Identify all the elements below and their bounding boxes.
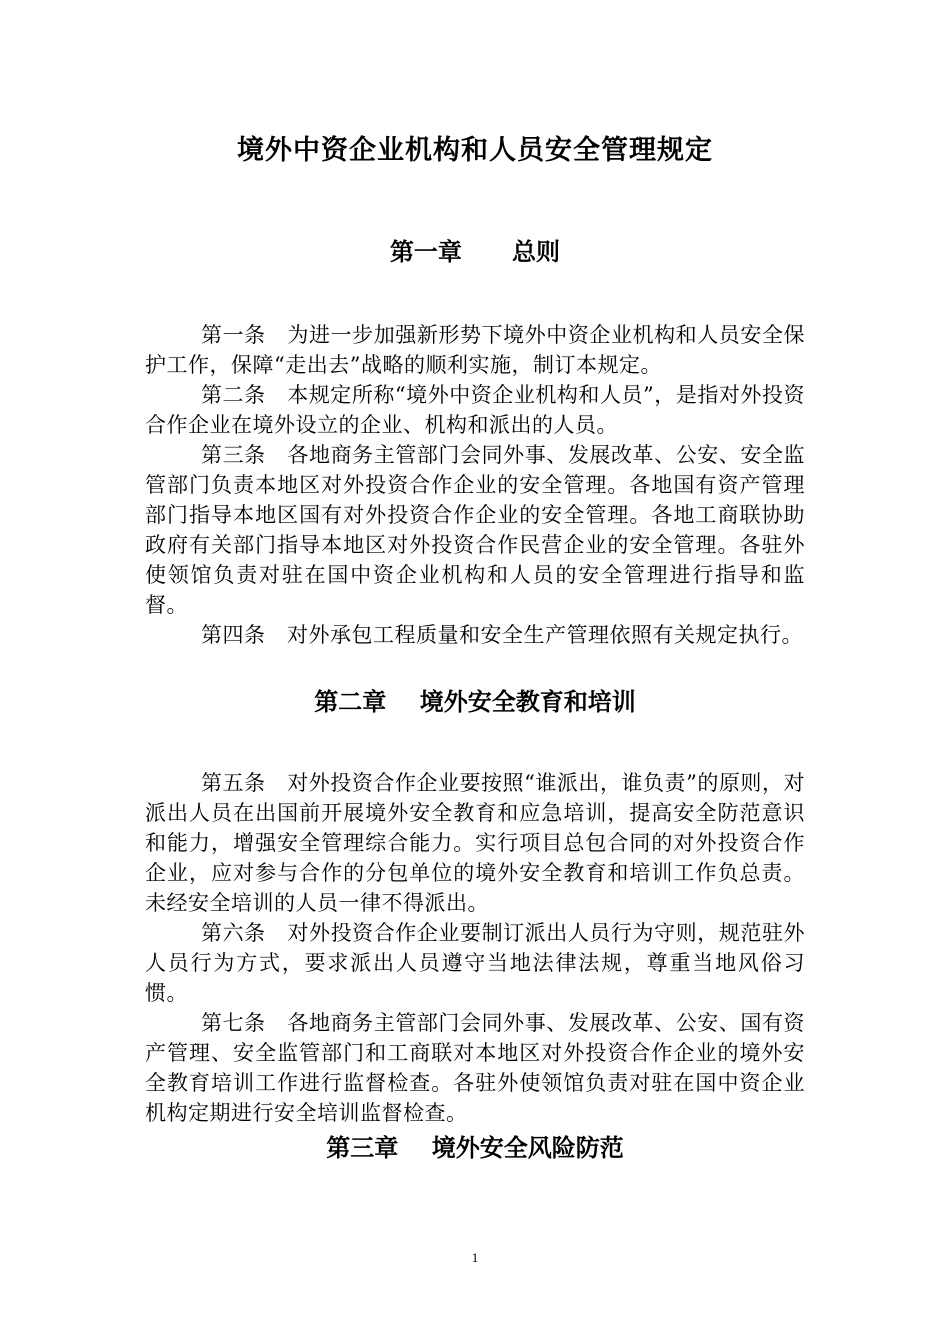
article-6 <box>145 918 805 1008</box>
document-title: 境外中资企业机构和人员安全管理规定 <box>237 135 713 166</box>
article-text: 对外承包工程质量和安全生产管理依照有关规定执行。 <box>287 623 804 647</box>
article-number: 第二条 <box>201 383 266 407</box>
article-text: 对外投资合作企业要按照“谁派出，谁负责”的原则，对派出人员在出国前开展境外安全教育和应急培训，提高安全防范意识和能力，增强安全管理综合能力。实行项目总包合同的对外投资合作企业，应对参与合作的分包单位的境外安全教育和培训工作负总责。未经安全培训的人员一律不得派出。 <box>145 771 805 915</box>
article-text: 各地商务主管部门会同外事、发展改革、公安、国有资产管理、安全监管部门和工商联对本地区对外投资合作企业的境外安全教育培训工作进行监督检查。各驻外使领馆负责对驻在国中资企业机构定期进行安全培训监督检查。 <box>145 1011 806 1125</box>
article-text: 各地商务主管部门会同外事、发展改革、公安、安全监管部门负责本地区对外投资合作企业的安全管理。各地国有资产管理部门指导本地区国有对外投资合作企业的安全管理。各地工商联协助政府有关部门指导本地区对外投资合作民营企业的安全管理。各驻外使领馆负责对驻在国中资企业机构和人员的安全管理进行指导和监督。 <box>145 443 806 617</box>
article-text: 为进一步加强新形势下境外中资企业机构和人员安全保护工作，保障“走出去”战略的顺利实施，制订本规定。 <box>145 323 806 377</box>
chapter-3-heading: 第三章 境外安全风险防范 <box>326 1134 624 1162</box>
article-number: 第六条 <box>201 921 266 945</box>
page-number: 1 <box>471 1250 479 1265</box>
article-2 <box>145 380 805 440</box>
article-5 <box>145 768 805 918</box>
chapter-1-body <box>145 320 805 650</box>
chapter-2-body <box>145 768 805 1128</box>
article-number: 第一条 <box>201 323 266 347</box>
chapter-2-heading: 第二章 境外安全教育和培训 <box>314 688 636 716</box>
chapter-1-heading: 第一章 总则 <box>389 238 561 266</box>
article-7 <box>145 1008 805 1128</box>
article-3 <box>145 440 805 620</box>
article-text: 本规定所称“境外中资企业机构和人员”，是指对外投资合作企业在境外设立的企业、机构和派出的人员。 <box>145 383 805 437</box>
article-number: 第三条 <box>201 443 266 467</box>
article-1 <box>145 320 805 380</box>
article-number: 第四条 <box>201 623 266 647</box>
article-number: 第五条 <box>201 771 266 795</box>
article-text: 对外投资合作企业要制订派出人员行为守则，规范驻外人员行为方式，要求派出人员遵守当地法律法规，尊重当地风俗习惯。 <box>145 921 806 1005</box>
article-number: 第七条 <box>201 1011 266 1035</box>
article-4 <box>145 620 805 650</box>
